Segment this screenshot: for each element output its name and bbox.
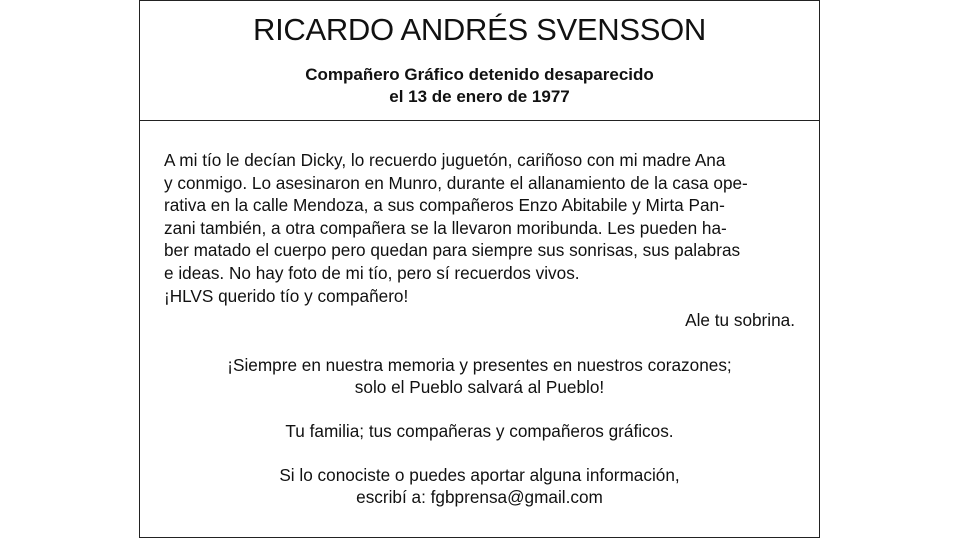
- memory-message: [164, 354, 795, 399]
- contact-message: [164, 464, 795, 509]
- notice-body: [140, 121, 819, 509]
- paragraph-line: ¡HLVS querido tío y compañero!: [164, 285, 409, 306]
- subtitle-line-1: Compañero Gráfico detenido desaparecido: [305, 65, 654, 84]
- memory-line-1: ¡Siempre en nuestra memoria y presentes en nuestros corazones;: [227, 354, 732, 375]
- signature: Ale tu sobrina.: [685, 310, 795, 331]
- notice-header: [140, 1, 819, 121]
- subtitle-line-2: el 13 de enero de 1977: [389, 87, 570, 106]
- tribute-paragraph: [164, 149, 795, 307]
- contact-line-1: Si lo conociste o puedes aportar alguna información,: [279, 464, 680, 485]
- paragraph-line: A mi tío le decían Dicky, lo recuerdo juguetón, cariñoso con mi madre Ana: [164, 150, 726, 170]
- paragraph-line: ber matado el cuerpo pero quedan para siempre sus sonrisas, sus palabras: [164, 240, 741, 261]
- memory-line-2: solo el Pueblo salvará al Pueblo!: [354, 377, 605, 398]
- paragraph-line: y conmigo. Lo asesinaron en Munro, durante el allanamiento de la casa ope-: [164, 172, 748, 193]
- contact-line-2: escribí a: fgbprensa@gmail.com: [356, 487, 603, 508]
- memorial-notice: [139, 0, 820, 538]
- family-message: Tu familia; tus compañeras y compañeros gráficos.: [285, 420, 674, 441]
- paragraph-line: zani también, a otra compañera se la llevaron moribunda. Les pueden ha-: [164, 217, 727, 238]
- paragraph-line: e ideas. No hay foto de mi tío, pero sí recuerdos vivos.: [164, 262, 580, 283]
- person-name: RICARDO ANDRÉS SVENSSON: [252, 12, 707, 47]
- subtitle: [140, 64, 819, 108]
- paragraph-line: rativa en la calle Mendoza, a sus compañeros Enzo Abitabile y Mirta Pan-: [164, 195, 725, 216]
